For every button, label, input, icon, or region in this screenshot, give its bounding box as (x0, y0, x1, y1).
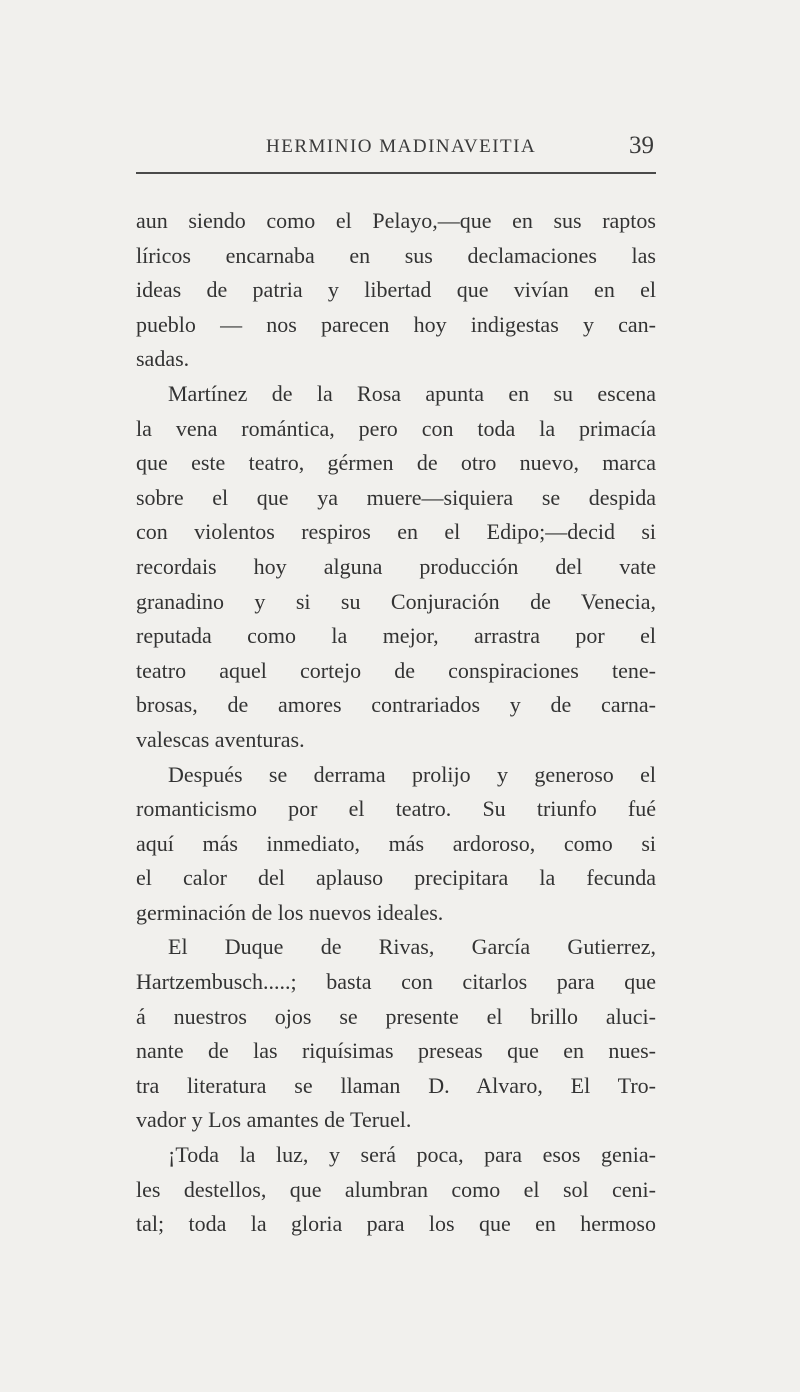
text-line: valescas aventuras. (136, 726, 305, 752)
text-line: ¡Toda la luz, y será poca, para esos genia- (168, 1142, 656, 1168)
running-title: HERMINIO MADINAVEITIA (266, 136, 537, 157)
text-line: teatro aquel cortejo de conspiraciones tene- (136, 657, 656, 683)
text-line: aquí más inmediato, más ardoroso, como si (136, 830, 656, 856)
text-line: el calor del aplauso precipitara la fecunda (136, 865, 656, 891)
text-line: les destellos, que alumbran como el sol ceni- (136, 1176, 656, 1202)
text-line: ideas de patria y libertad que vivían en el (136, 277, 656, 303)
text-line: que este teatro, gérmen de otro nuevo, marca (136, 450, 656, 476)
body-text (136, 204, 656, 1242)
text-line: recordais hoy alguna producción del vate (136, 553, 656, 579)
text-line: germinación de los nuevos ideales. (136, 899, 444, 925)
text-line: Después se derrama prolijo y generoso el (168, 761, 656, 787)
text-line: brosas, de amores contrariados y de carna- (136, 692, 656, 718)
text-line: nante de las riquísimas preseas que en nues- (136, 1038, 656, 1064)
text-line: aun siendo como el Pelayo,—que en sus raptos (136, 208, 656, 233)
text-line: sadas. (136, 346, 190, 372)
text-line: tra literatura se llaman D. Alvaro, El Tro- (136, 1072, 656, 1098)
text-line: granadino y si su Conjuración de Venecia, (136, 588, 656, 614)
text-line: Martínez de la Rosa apunta en su escena (168, 380, 656, 406)
text-line: Hartzembusch.....; basta con citarlos para que (136, 969, 656, 995)
text-line: sobre el que ya muere—siquiera se despida (136, 484, 656, 510)
page-number: 39 (629, 132, 654, 159)
text-line: tal; toda la gloria para los que en hermoso (136, 1211, 656, 1237)
running-head (136, 132, 656, 168)
text-line: á nuestros ojos se presente el brillo aluci- (136, 1003, 656, 1029)
text-line: líricos encarnaba en sus declamaciones las (136, 242, 656, 268)
text-line: romanticismo por el teatro. Su triunfo fué (136, 796, 656, 822)
text-line: vador y Los amantes de Teruel. (136, 1107, 412, 1133)
text-line: reputada como la mejor, arrastra por el (136, 623, 656, 649)
text-line: con violentos respiros en el Edipo;—decid si (136, 519, 656, 545)
text-line: pueblo — nos parecen hoy indigestas y can- (136, 311, 656, 337)
header-rule (136, 172, 656, 174)
text-line: la vena romántica, pero con toda la primacía (136, 415, 656, 441)
text-line: El Duque de Rivas, García Gutierrez, (168, 934, 656, 960)
